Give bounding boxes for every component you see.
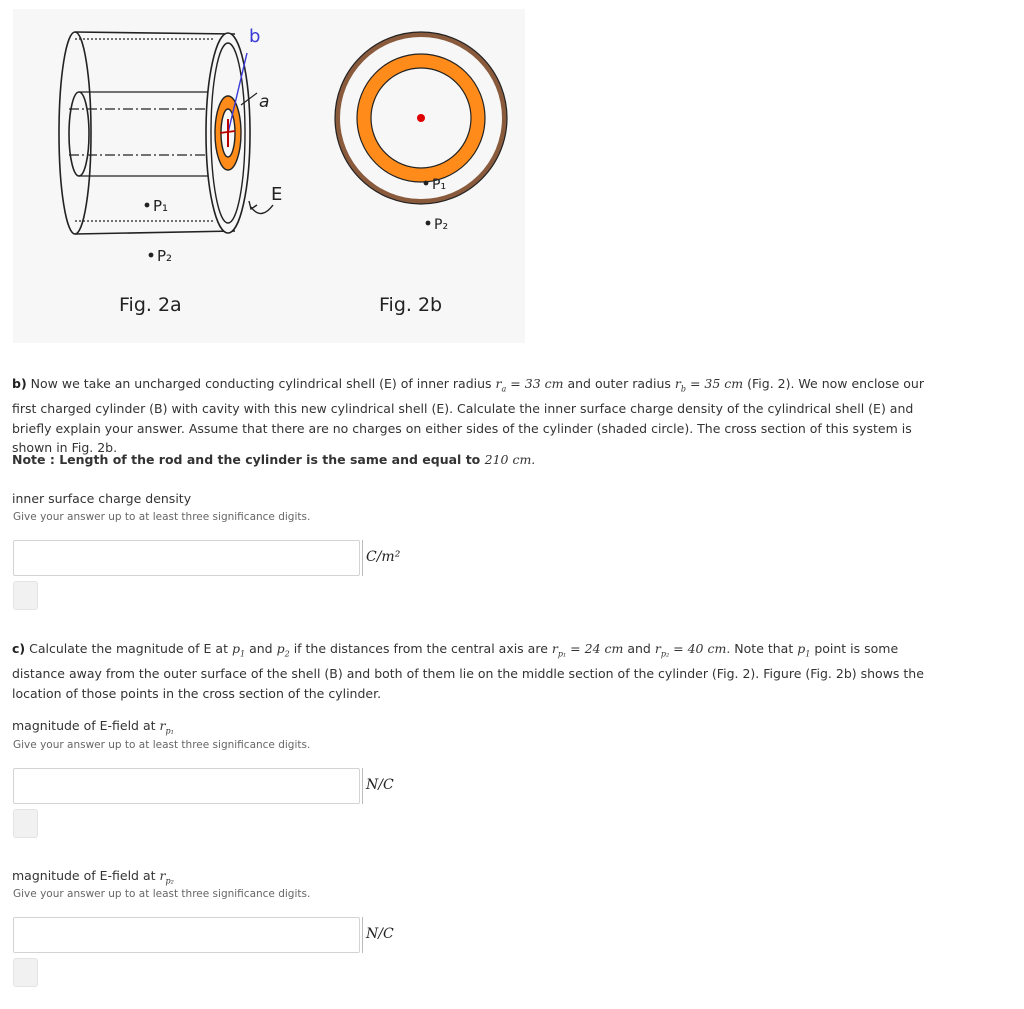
- outer-cylinder-bottom-edge: [75, 231, 235, 234]
- q2-unit: N/C: [366, 777, 394, 793]
- label-p1-2b: P₁: [432, 177, 447, 193]
- fig-2b-drawing: [335, 32, 507, 204]
- point-p2-dot-2a: [149, 253, 154, 258]
- label-a: a: [259, 92, 270, 112]
- point-p1-dot-2a: [145, 203, 150, 208]
- caption-fig-2b: Fig. 2b: [379, 294, 443, 316]
- q2-answer-input[interactable]: [13, 768, 360, 804]
- point-p2-dot-2b: [426, 221, 431, 226]
- q2-submit-button[interactable]: [13, 809, 38, 838]
- q3-answer-input[interactable]: [13, 917, 360, 953]
- q3-submit-button[interactable]: [13, 958, 38, 987]
- label-p1-2a: P₁: [153, 197, 169, 215]
- q3-hint: Give your answer up to at least three significance digits.: [13, 888, 311, 900]
- part-b-label: b): [12, 376, 27, 391]
- point-p1-dot-2b: [424, 181, 429, 186]
- figure-panel: [13, 9, 525, 343]
- part-c-question: c) Calculate the magnitude of E at $p_1$ and $p_2$ if the distances from the central axis are $r_{p_1} = 24$ cm and $r_{p_2} = 40$ cm. Note that $p_1$ point is some distance away from the outer surface of the shell (B) and both of them lie on the middle section of the cylinder (Fig. 2). Figure (Fig. 2b) shows the location of those points in the cross section of the cylinder.: [12, 641, 924, 701]
- cylinder-diagram: [13, 9, 525, 343]
- q3-unit: N/C: [366, 926, 394, 942]
- q1-hint: Give your answer up to at least three significance digits.: [13, 511, 311, 523]
- q2-label: magnitude of E-field at $r_{p_1}$: [12, 718, 174, 736]
- q1-submit-button[interactable]: [13, 581, 38, 610]
- q1-unit: C/m²: [366, 549, 401, 565]
- q1-answer-input[interactable]: [13, 540, 360, 576]
- label-p2-2b: P₂: [434, 217, 449, 233]
- outer-cylinder-left-end: [59, 32, 91, 234]
- q1-label: inner surface charge density: [12, 491, 192, 506]
- label-b: b: [249, 26, 261, 47]
- outer-cylinder-top-edge: [75, 32, 235, 34]
- center-dot: [417, 114, 425, 122]
- part-b-question: b) Now we take an uncharged conducting cylindrical shell (E) of inner radius $r_a = 33$ cm and outer radius $r_b = 35$ cm (Fig. 2). We now enclose our first charged cylinder (B) with cavity with this new cylindrical shell (E). Calculate the inner surface charge density of the cylindrical shell (E) and briefly explain your answer. Assume that there are no charges on either sides of the cylinder (shaded circle). The cross section of this system is shown in Fig. 2b.: [12, 376, 924, 455]
- label-p2-2a: P₂: [157, 247, 173, 265]
- q3-label: magnitude of E-field at $r_{p_2}$: [12, 868, 174, 886]
- q2-hint: Give your answer up to at least three significance digits.: [13, 739, 311, 751]
- label-E: E: [271, 184, 283, 205]
- caption-fig-2a: Fig. 2a: [119, 294, 182, 316]
- note-text: Note : Length of the rod and the cylinder is the same and equal to 210 cm.: [12, 452, 536, 467]
- part-c-label: c): [12, 641, 26, 656]
